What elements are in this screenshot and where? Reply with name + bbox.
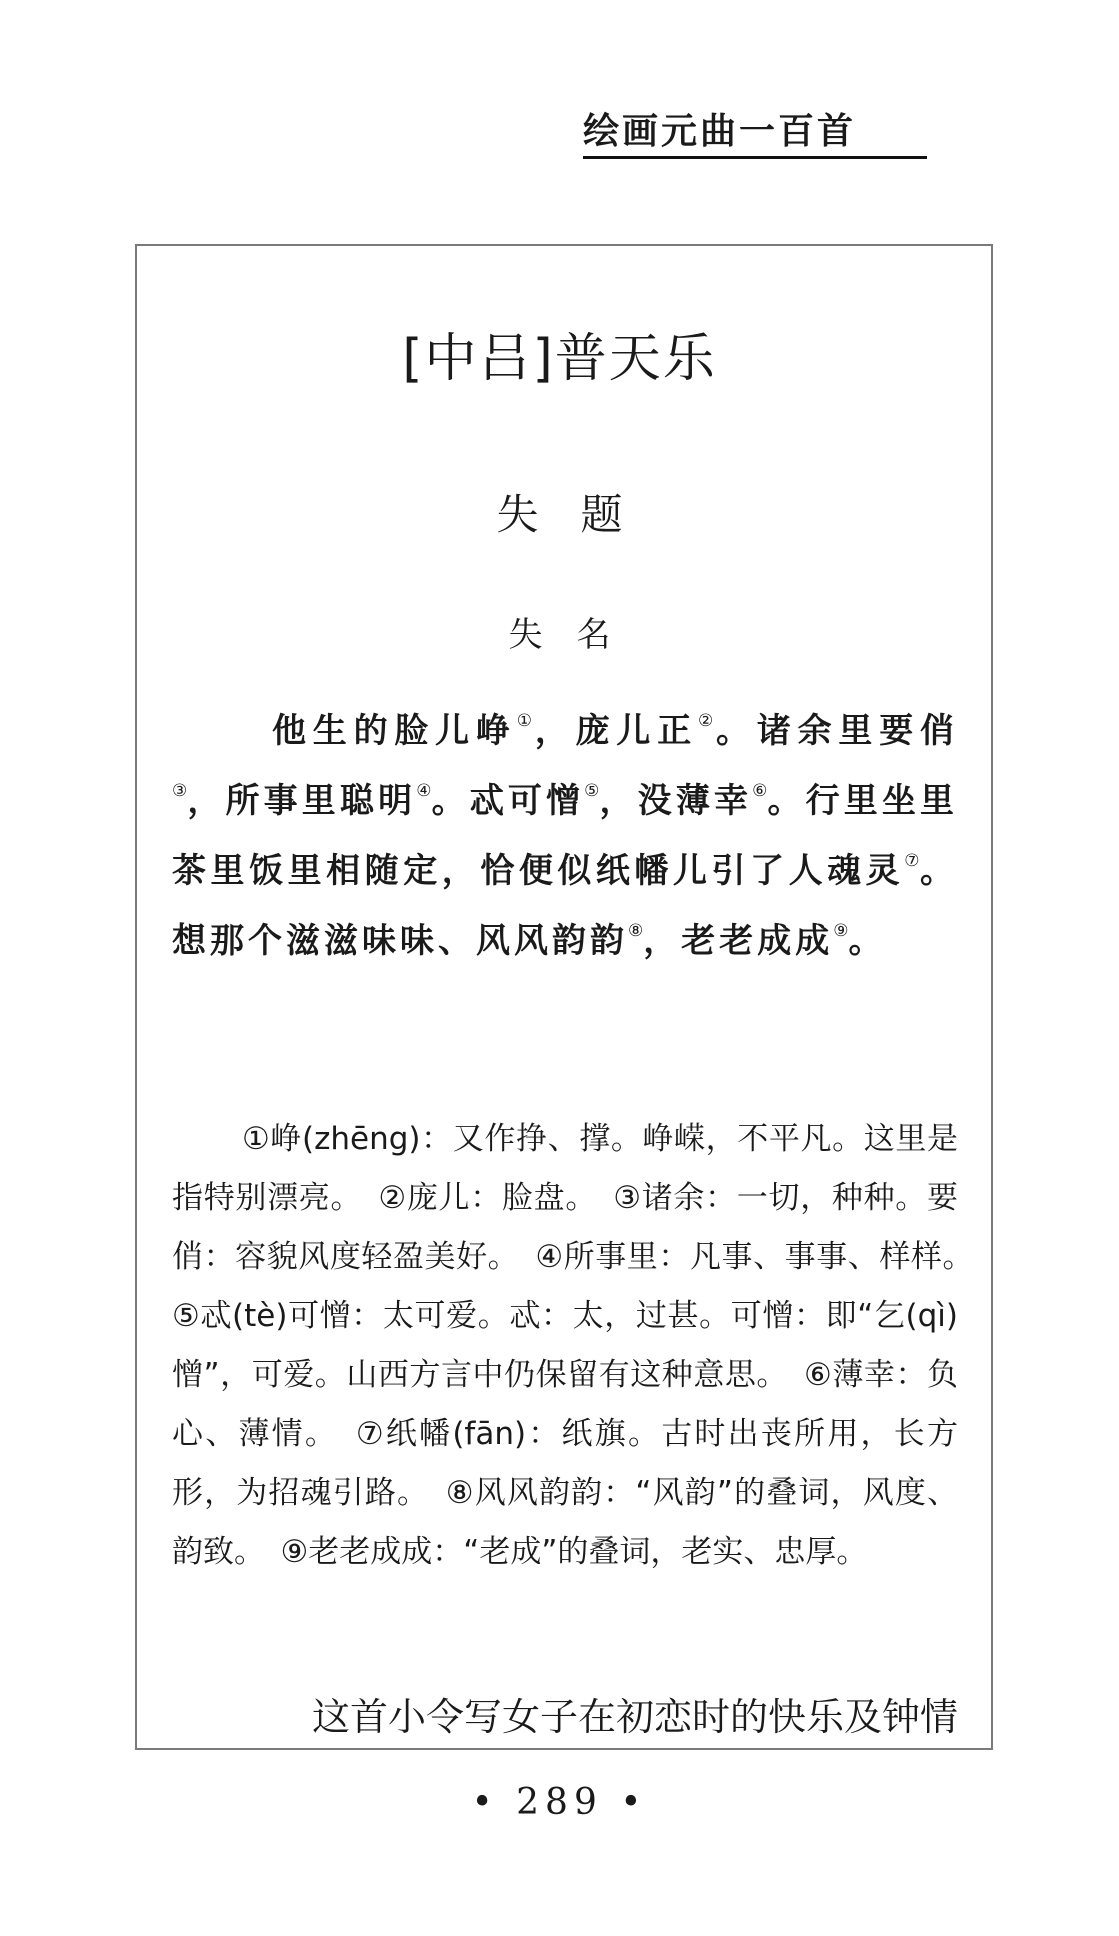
poem-segment: ，庞儿正 xyxy=(534,711,698,751)
page-number: • 289 • xyxy=(471,1782,648,1823)
annotations: ①峥(zhēng)：又作挣、撑。峥嵘，不平凡。这里是指特别漂亮。 ②庞儿：脸盘。 ③诸余：一切，种种。要俏：容貌风度轻盈美好。 ④所事里：凡事、事事、样样。 ⑤忒(tè)可憎：太可爱。忒：太，过甚。可憎：即“乞(qì)憎”，可爱。山西方言中仍保留有这种意思。 ⑥薄幸：负心、薄情。 ⑦纸幡(fān)：纸旗。古时出丧所用，长方形，为招魂引路。 ⑧风风韵韵：“风韵”的叠词，风度、韵致。 ⑨老老成成：“老成”的叠词，老实、忠厚。 xyxy=(172,1121,989,1570)
note-marker: ⑥ xyxy=(752,781,768,801)
note-marker: ⑦ xyxy=(904,851,920,871)
qu-author: 失 名 xyxy=(508,615,611,655)
note-marker: ① xyxy=(516,711,535,731)
note-marker: ⑨ xyxy=(833,921,849,941)
poem-segment: 他生的脸儿峥 xyxy=(272,711,517,751)
poem-segment: 。想那个滋滋味味、风风韵韵 xyxy=(172,851,958,961)
qu-title: [中吕]普天乐 xyxy=(402,329,717,389)
poem-text xyxy=(172,696,958,976)
poem-segment: 。 xyxy=(848,921,887,961)
note-marker: ⑧ xyxy=(628,921,644,941)
note-marker: ④ xyxy=(416,781,432,801)
poem-segment: ，老老成成 xyxy=(643,921,834,961)
poem-segment: 。忒可憎 xyxy=(431,781,585,821)
poem-segment: ，没薄幸 xyxy=(599,781,753,821)
commentary-start: 这首小令写女子在初恋时的快乐及钟情 xyxy=(311,1695,958,1739)
note-marker: ⑤ xyxy=(584,781,600,801)
note-marker: ③ xyxy=(172,781,188,801)
note-marker: ② xyxy=(698,711,717,731)
poem-segment: 。行里坐里茶里饭里相随定，恰便似纸幡儿引了人魂灵 xyxy=(172,781,959,891)
poem-segment: ，所事里聪明 xyxy=(187,781,417,821)
poem-segment: 。诸余里要俏 xyxy=(716,711,959,751)
qu-subtitle: 失 题 xyxy=(496,490,623,539)
book-title-header: 绘画元曲一百首 xyxy=(583,110,927,159)
